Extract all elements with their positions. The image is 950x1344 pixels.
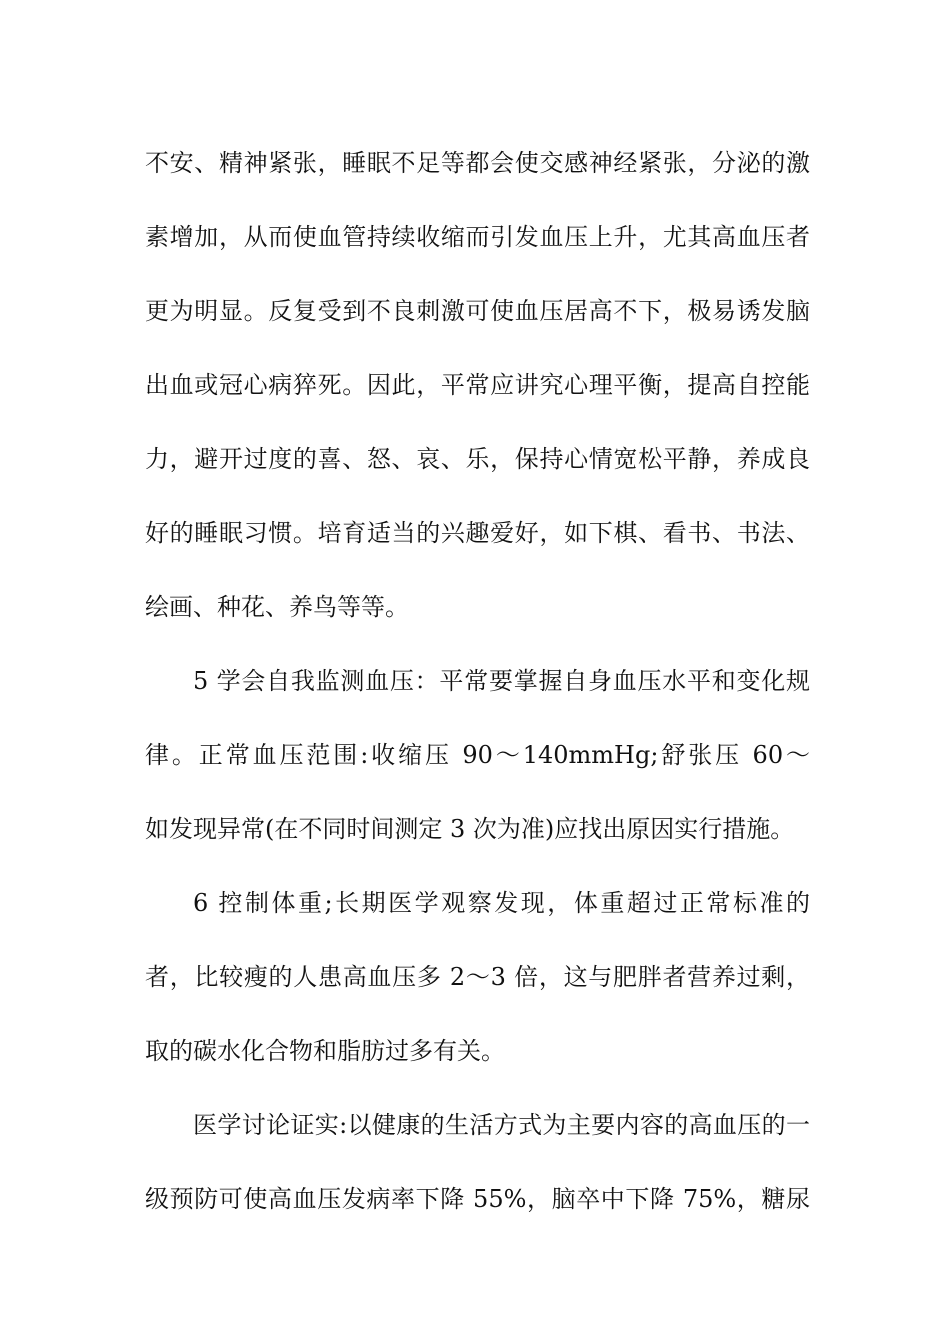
text-line-14: 医学讨论证实:以健康的生活方式为主要内容的高血压的一 xyxy=(193,1111,810,1139)
text-line-15: 级预防可使高血压发病率下降 55%，脑卒中下降 75%，糖尿 xyxy=(145,1185,810,1213)
text-line-9: 律。正常血压范围:收缩压 90～140mmHg;舒张压 60～ xyxy=(145,741,810,769)
text-line-12: 者，比较瘦的人患高血压多 2～3 倍，这与肥胖者营养过剩， xyxy=(145,963,810,991)
text-line-5: 力，避开过度的喜、怒、哀、乐，保持心情宽松平静，养成良 xyxy=(145,445,810,473)
text-line-3: 更为明显。反复受到不良刺激可使血压居高不下，极易诱发脑 xyxy=(145,297,810,325)
text-line-7: 绘画、种花、养鸟等等。 xyxy=(145,593,409,621)
body-text xyxy=(145,126,810,1236)
text-line-4: 出血或冠心病猝死。因此，平常应讲究心理平衡，提高自控能 xyxy=(145,371,810,399)
text-line-13: 取的碳水化合物和脂肪过多有关。 xyxy=(145,1037,505,1065)
text-line-1: 不安、精神紧张，睡眠不足等都会使交感神经紧张，分泌的激 xyxy=(145,149,810,177)
text-line-11: 6 控制体重;长期医学观察发现，体重超过正常标准的 xyxy=(193,889,810,917)
text-line-6: 好的睡眠习惯。培育适当的兴趣爱好，如下棋、看书、书法、 xyxy=(145,519,810,547)
text-line-2: 素增加，从而使血管持续收缩而引发血压上升，尤其高血压者 xyxy=(145,223,810,251)
text-line-8: 5 学会自我监测血压：平常要掌握自身血压水平和变化规 xyxy=(193,667,810,695)
text-line-10: 如发现异常(在不同时间测定 3 次为准)应找出原因实行措施。 xyxy=(145,815,795,843)
